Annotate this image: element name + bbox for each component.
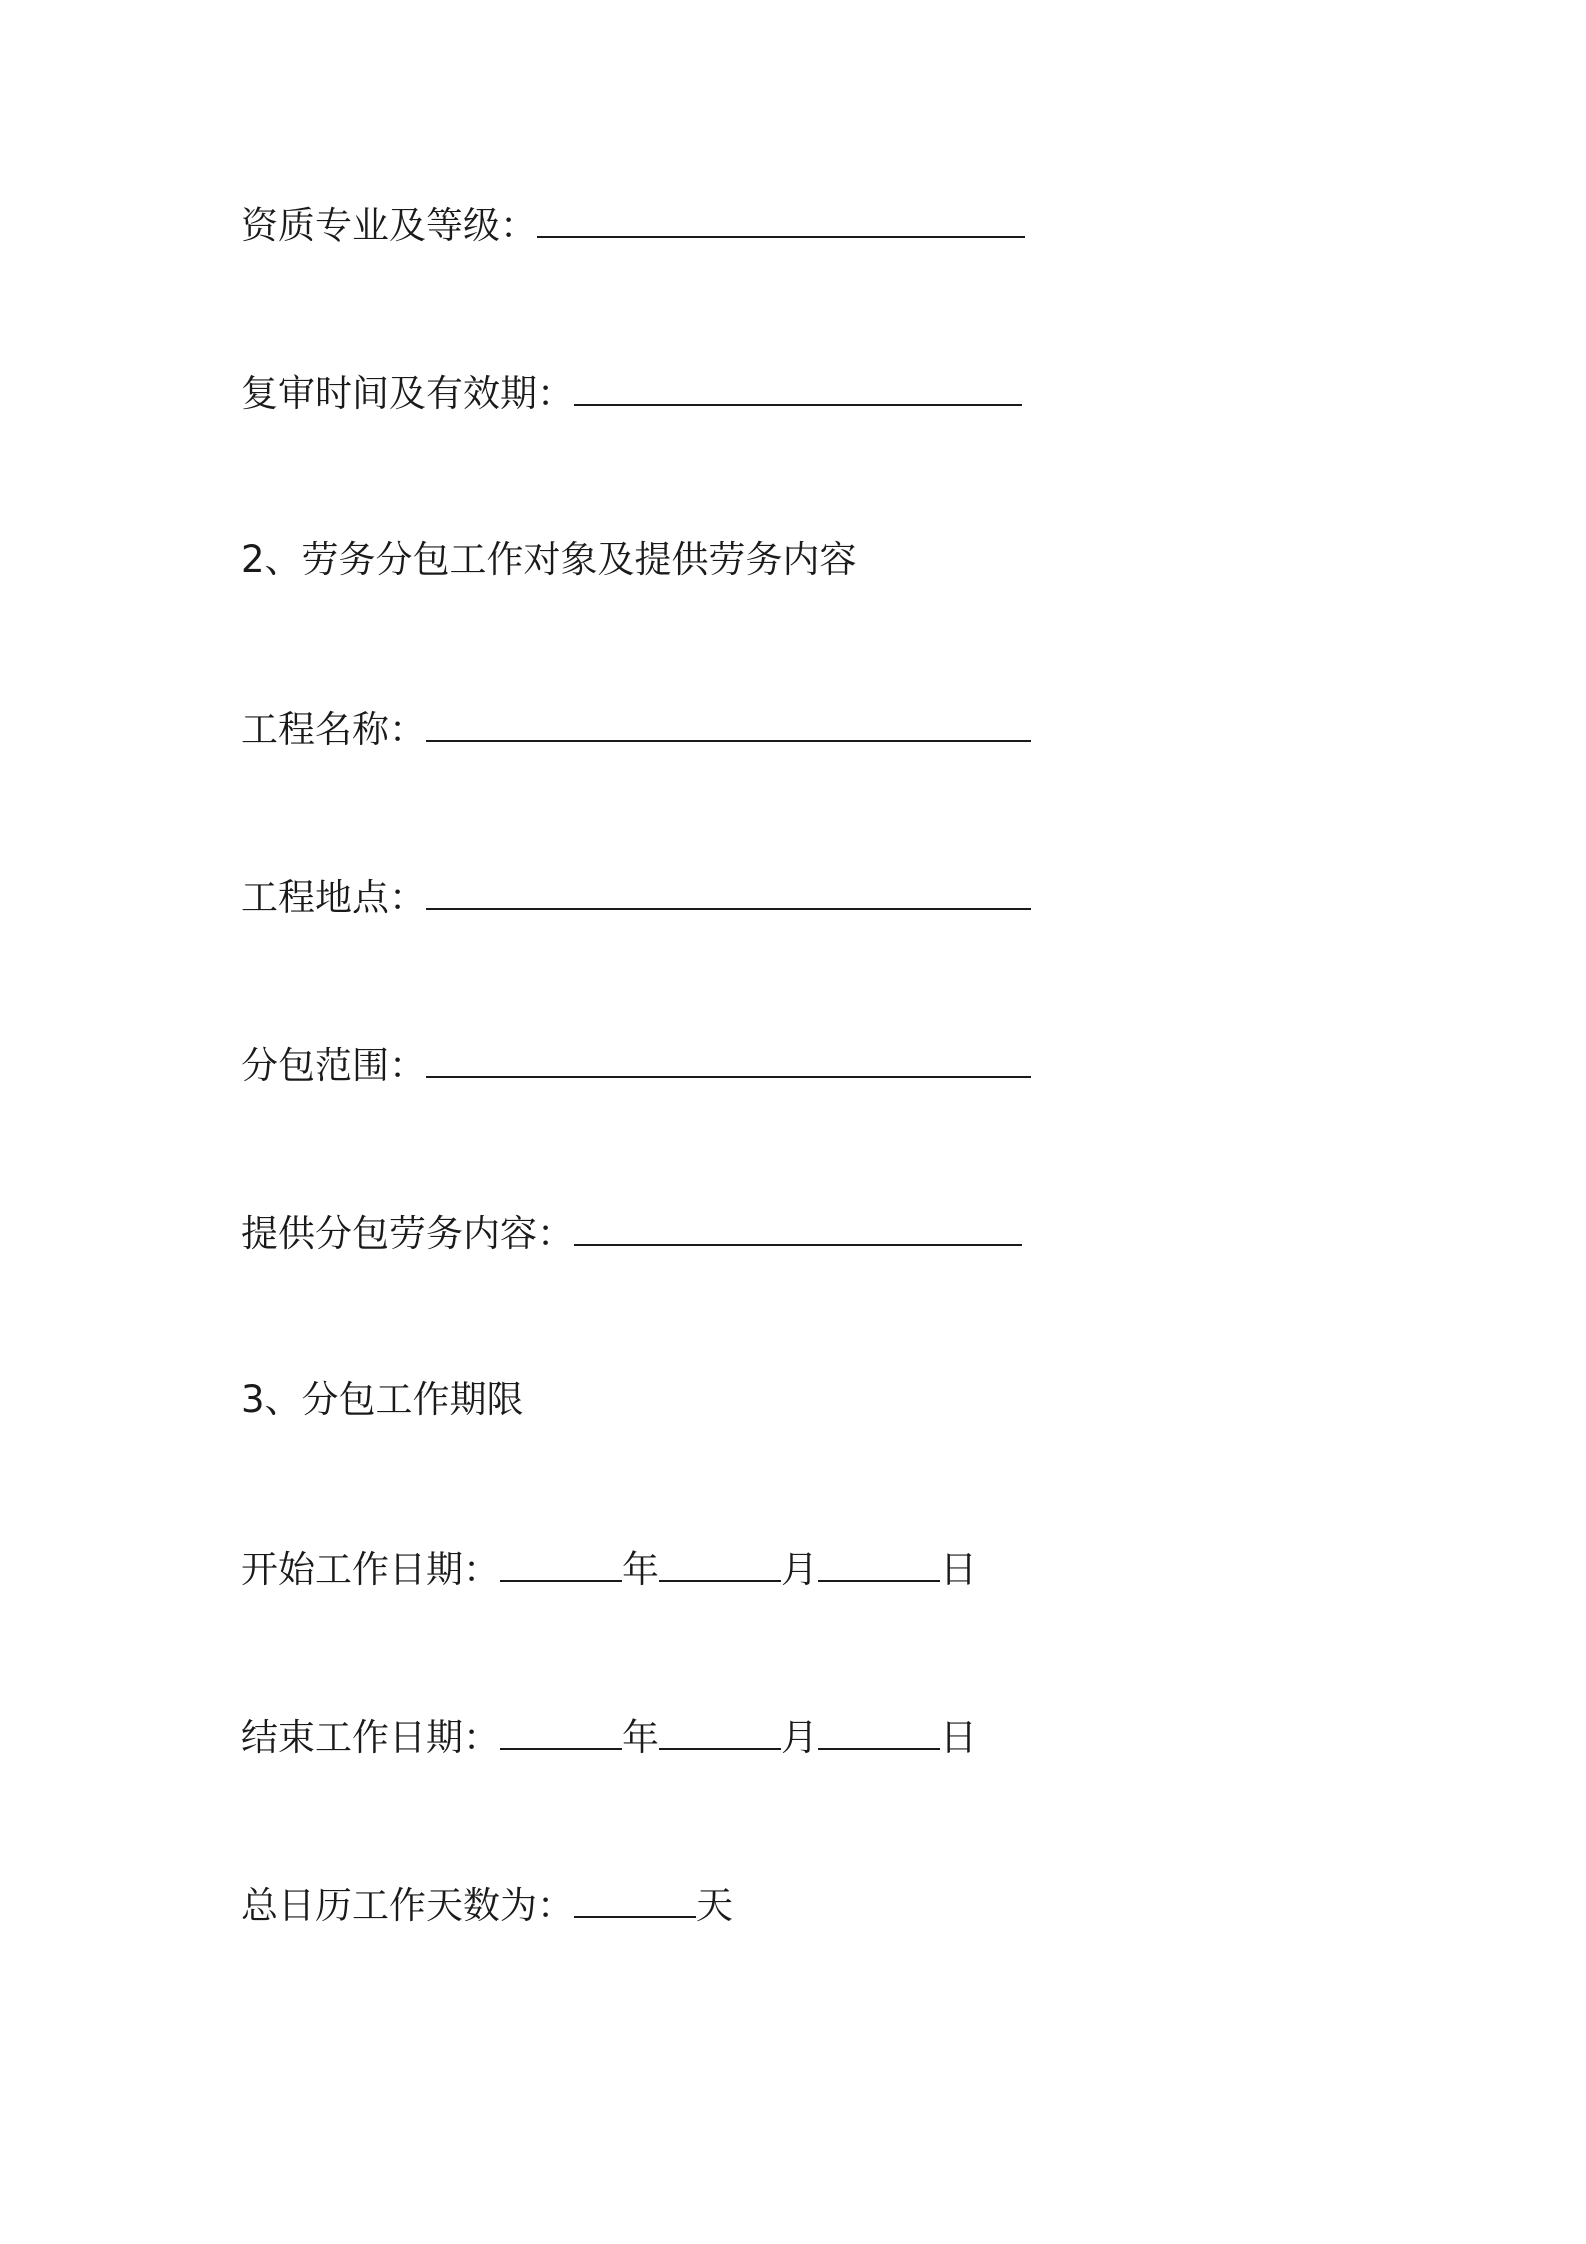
qualification-blank[interactable] <box>537 200 1025 238</box>
start-date-label: 开始工作日期： <box>241 1548 500 1591</box>
end-date-label: 结束工作日期： <box>241 1716 500 1759</box>
end-month-blank[interactable] <box>659 1712 781 1750</box>
project-location-label: 工程地点： <box>241 876 426 919</box>
start-month-blank[interactable] <box>659 1544 781 1582</box>
start-day-unit: 日 <box>940 1548 977 1591</box>
total-days-blank[interactable] <box>574 1880 696 1918</box>
end-day-unit: 日 <box>940 1716 977 1759</box>
qualification-row <box>241 200 1025 250</box>
total-days-label: 总日历工作天数为： <box>241 1884 574 1927</box>
start-date-row <box>241 1544 977 1594</box>
total-days-unit: 天 <box>696 1884 733 1927</box>
end-day-blank[interactable] <box>818 1712 940 1750</box>
subcontract-scope-blank[interactable] <box>426 1040 1031 1078</box>
section3-heading <box>241 1376 524 1424</box>
project-name-label: 工程名称： <box>241 708 426 751</box>
end-date-row <box>241 1712 977 1762</box>
start-year-unit: 年 <box>622 1548 659 1591</box>
subcontract-scope-row <box>241 1040 1031 1090</box>
end-month-unit: 月 <box>781 1716 818 1759</box>
section2-heading <box>241 536 857 584</box>
review-label: 复审时间及有效期： <box>241 372 574 415</box>
start-month-unit: 月 <box>781 1548 818 1591</box>
subcontract-scope-label: 分包范围： <box>241 1044 426 1087</box>
project-location-blank[interactable] <box>426 872 1031 910</box>
project-location-row <box>241 872 1031 922</box>
start-year-blank[interactable] <box>500 1544 622 1582</box>
end-year-blank[interactable] <box>500 1712 622 1750</box>
end-year-unit: 年 <box>622 1716 659 1759</box>
total-days-row <box>241 1880 733 1930</box>
start-day-blank[interactable] <box>818 1544 940 1582</box>
review-blank[interactable] <box>574 368 1022 406</box>
qualification-label: 资质专业及等级： <box>241 204 537 247</box>
review-row <box>241 368 1022 418</box>
labor-content-blank[interactable] <box>574 1208 1022 1246</box>
labor-content-label: 提供分包劳务内容： <box>241 1212 574 1255</box>
project-name-blank[interactable] <box>426 704 1031 742</box>
section3-title: 3、分包工作期限 <box>241 1378 524 1421</box>
section2-title: 2、劳务分包工作对象及提供劳务内容 <box>241 538 857 581</box>
project-name-row <box>241 704 1031 754</box>
labor-content-row <box>241 1208 1022 1258</box>
